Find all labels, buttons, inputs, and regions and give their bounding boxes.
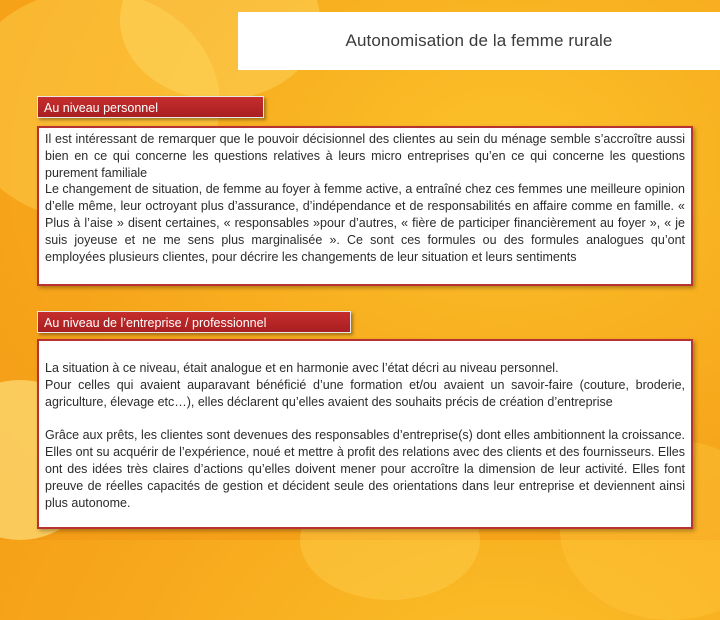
page-title: Autonomisation de la femme rurale — [345, 31, 613, 50]
section-panel-professional — [37, 339, 693, 529]
paragraph: Grâce aux prêts, les clientes sont devenues des responsables d’entreprise(s) dont elles ambitionnent la croissance. Elles ont su acquérir de l’expérience, noué et mettre à profit des relations avec des clients et des fournisseurs. Elles ont des idées très claires d’actions qu’elles doivent mener pour accroître la dimension de leur activité. Elles font preuve de réelles capacités de gestion et décident seule des orientations dans leur entreprise et deviennent ainsi plus autonome. — [45, 428, 685, 510]
title-box — [238, 12, 720, 70]
paragraph: Il est intéressant de remarquer que le pouvoir décisionnel des clientes au sein du ménage semble s’accroître aussi bien en ce qui concerne les questions relatives à leurs micro entreprises qu’en ce qui concerne les questions purement familiale — [45, 132, 685, 180]
paragraph: Pour celles qui avaient auparavant bénéficié d’une formation et/ou avaient un savoir-faire (couture, broderie, agriculture, élevage etc…), elles déclarent qu’elles avaient des souhaits précis de création d’entreprise — [45, 377, 685, 409]
section-heading-professional: Au niveau de l’entreprise / professionnel — [37, 311, 351, 333]
paragraph: Le changement de situation, de femme au foyer à femme active, a entraîné chez ces femmes une meilleure opinion d’elle même, leur octroyant plus d’assurance, d’indépendance et de responsabilités en affaire comme en famille. « Plus à l’aise » disent certaines, « responsables »pour d’autres, « fière de participer financièrement au foyer », « je suis joyeuse et ne me sens plus marginalisée ». Ce sont ces formules ou des formules analogues qu’ont employées plusieurs clientes, pour décrire les changements de leur situation et leurs sentiments — [45, 182, 685, 264]
section-panel-personal — [37, 126, 693, 286]
paragraph: La situation à ce niveau, était analogue et en harmonie avec l’état décri au niveau personnel. — [45, 361, 559, 375]
section-heading-personal: Au niveau personnel — [37, 96, 264, 118]
